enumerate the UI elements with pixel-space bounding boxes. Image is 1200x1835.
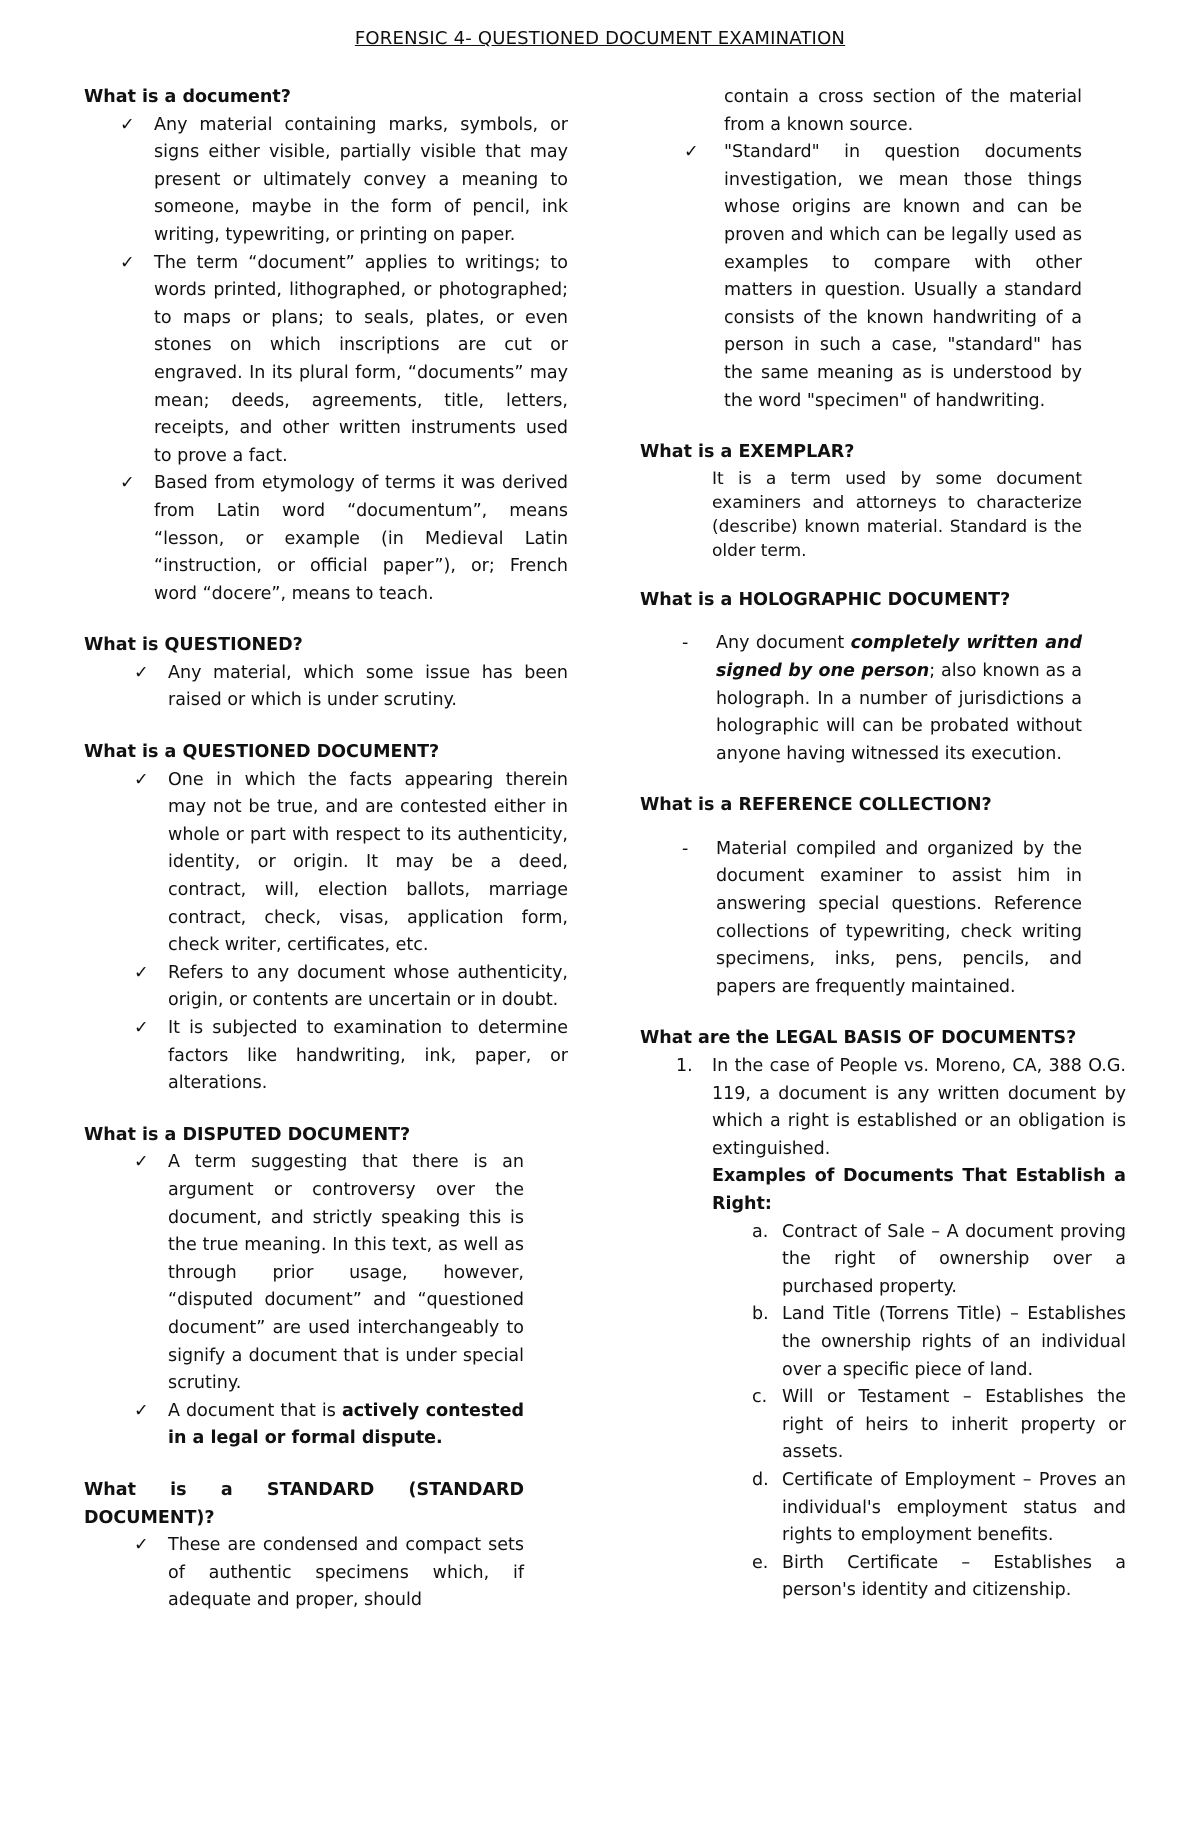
heading-exemplar: What is a EXEMPLAR?: [640, 442, 855, 463]
list-item: ✓ It is subjected to examination to determine factors like handwriting, ink, paper, or alterations.: [84, 1015, 568, 1098]
section-legal-basis: [640, 1025, 1126, 1604]
checkmark-icon: ✓: [134, 1018, 149, 1038]
section-disputed: [84, 1122, 524, 1453]
numbered-item: 1. In the case of People vs. Moreno, CA, 388 O.G. 119, a document is any written document by which a right is established or an obligation is extinguished.: [676, 1056, 1126, 1159]
heading-disputed: What is a DISPUTED DOCUMENT?: [84, 1124, 411, 1145]
section-questioned: [84, 632, 568, 715]
checkmark-icon: ✓: [134, 1152, 149, 1173]
section-holographic: [640, 587, 1082, 769]
example-item: b. Land Title (Torrens Title) – Establishes the ownership rights of an individual over a specific piece of land.: [752, 1304, 1126, 1380]
section-exemplar: [640, 439, 1082, 563]
example-item: e. Birth Certificate – Establishes a person's identity and citizenship.: [752, 1552, 1126, 1601]
example-item: a. Contract of Sale – A document proving the right of ownership over a purchased property.: [752, 1221, 1126, 1297]
checkmark-icon: ✓: [134, 962, 149, 983]
section-questioned-document: [84, 739, 568, 1098]
list-item: ✓ A document that is actively contested in a legal or formal dispute.: [84, 1398, 524, 1453]
page-title: FORENSIC 4- QUESTIONED DOCUMENT EXAMINATION: [354, 28, 846, 49]
standard-continuation: contain a cross section of the material from a known source.: [724, 87, 1082, 135]
checkmark-icon: ✓: [134, 662, 149, 683]
heading-legal-basis: What are the LEGAL BASIS OF DOCUMENTS?: [640, 1028, 1077, 1049]
list-item: ✓ "Standard" in question documents investigation, we mean those things whose origins are known and can be proven and which can be legally used as examples to compare with other matters in question. Usually a standard consists of the known handwriting of a person in such a case, "standard" has the same meaning as is understood by the word "specimen" of handwriting.: [640, 139, 1082, 415]
dash-bullet: -: [682, 838, 689, 859]
heading-reference: What is a REFERENCE COLLECTION?: [640, 795, 992, 816]
right-column: [640, 84, 1126, 1629]
list-item: ✓ These are condensed and compact sets of authentic specimens which, if adequate and proper, should: [84, 1532, 524, 1615]
list-item: ✓ Any material, which some issue has been raised or which is under scrutiny.: [84, 660, 568, 715]
list-item: ✓ Based from etymology of terms it was derived from Latin word “documentum”, means “lesson, or example (in Medieval Latin “instruction, or official paper”), or; French word “docere”, means to teach.: [84, 470, 568, 608]
checkmark-icon: ✓: [120, 252, 135, 273]
checkmark-icon: ✓: [684, 142, 699, 163]
checkmark-icon: ✓: [134, 1400, 149, 1421]
section-standard-continued: [640, 84, 1082, 415]
checkmark-icon: ✓: [120, 114, 135, 135]
section-standard: [84, 1477, 524, 1615]
list-item: - Material compiled and organized by the document examiner to assist him in answering special questions. Reference collections of typewriting, check writing specimens, inks, pens, pencils, and papers are frequently maintained.: [640, 836, 1082, 1002]
checkmark-icon: ✓: [120, 473, 135, 494]
heading-document: What is a document?: [84, 87, 291, 107]
left-column: [84, 84, 568, 1639]
list-item: ✓ The term “document” applies to writings; to words printed, lithographed, or photographed; to maps or plans; to seals, plates, or even stones on which inscriptions are cut or engraved. In its plural form, “documents” may mean; deeds, agreements, title, letters, receipts, and other written instruments used to prove a fact.: [84, 250, 568, 471]
section-document: [84, 84, 568, 608]
list-item: - Any document completely written and signed by one person; also known as a holograph. In a number of jurisdictions a holographic will can be probated without anyone having witnessed its execution.: [640, 630, 1082, 768]
heading-questioned: What is QUESTIONED?: [84, 635, 303, 656]
checkmark-icon: ✓: [134, 769, 149, 790]
heading-standard: What is a STANDARD (STANDARD DOCUMENT)?: [84, 1479, 524, 1528]
checkmark-icon: ✓: [134, 1535, 149, 1556]
dash-bullet: -: [682, 633, 689, 654]
section-reference: [640, 792, 1082, 1001]
list-item: ✓ One in which the facts appearing therein may not be true, and are contested either in whole or part with respect to its authenticity, identity, or origin. It may be a deed, contract, will, election ballots, marriage contract, check, visas, application form, check writer, certificates, etc.: [84, 767, 568, 960]
examples-heading: Examples of Documents That Establish a Right:: [712, 1166, 1126, 1214]
example-item: d. Certificate of Employment – Proves an individual's employment status and rights to employment benefits.: [752, 1469, 1126, 1546]
heading-questioned-document: What is a QUESTIONED DOCUMENT?: [84, 742, 440, 763]
example-item: c. Will or Testament – Establishes the right of heirs to inherit property or assets.: [752, 1387, 1126, 1463]
heading-holographic: What is a HOLOGRAPHIC DOCUMENT?: [640, 589, 1011, 610]
list-item: ✓ A term suggesting that there is an argument or controversy over the document, and strictly speaking this is the true meaning. In this text, as well as through prior usage, however, “disputed document” and “questioned document” are used interchangeably to signify a document that is under special scrutiny.: [84, 1149, 524, 1397]
list-item: ✓ Any material containing marks, symbols, or signs either visible, partially visible that may present or ultimately convey a meaning to someone, maybe in the form of pencil, ink writing, typewriting, or printing on paper.: [84, 112, 568, 250]
exemplar-text: It is a term used by some document examiners and attorneys to characterize (describe) known material. Standard is the older term.: [712, 468, 1082, 561]
list-item: ✓ Refers to any document whose authenticity, origin, or contents are uncertain or in doubt.: [84, 960, 568, 1015]
